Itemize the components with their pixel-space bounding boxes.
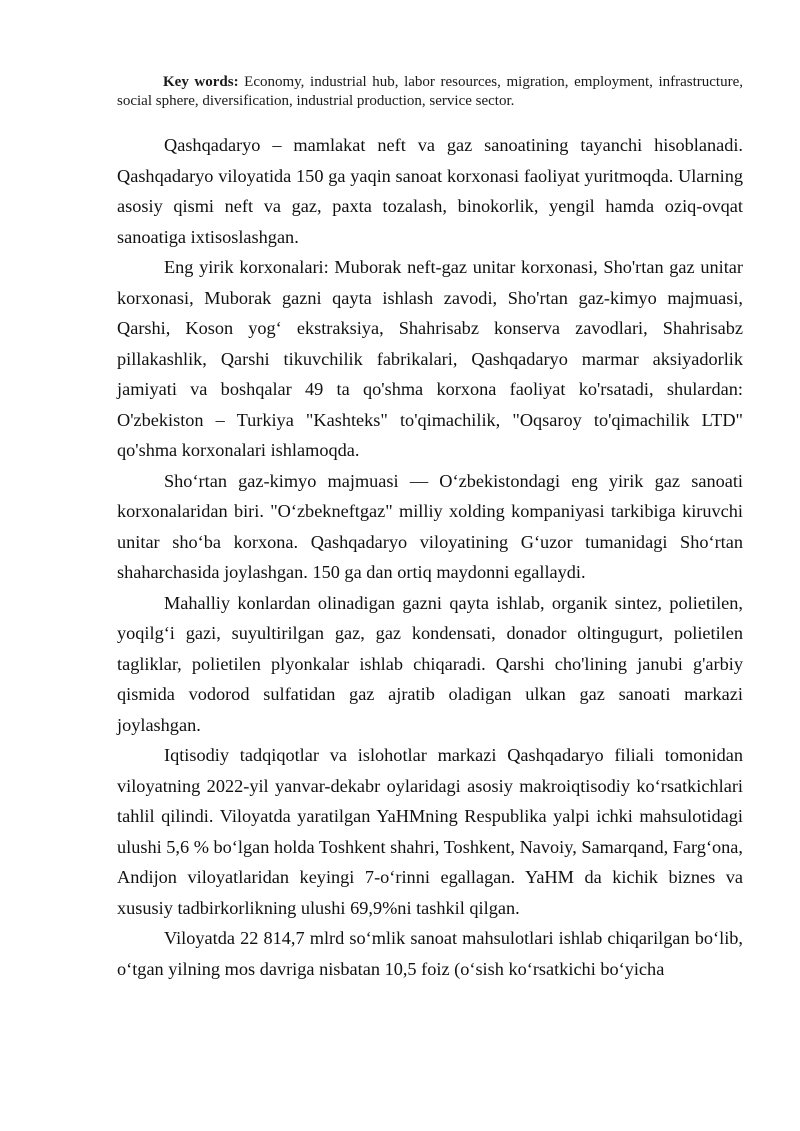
keywords-label: Key words: xyxy=(163,74,239,90)
paragraph-2: Eng yirik korxonalari: Muborak neft-gaz unitar korxonasi, Sho'rtan gaz unitar korxonasi, Muborak gazni qayta ishlash zavodi, Sho'rtan gaz-kimyo majmuasi, Qarshi, Koson yog‘ ekstraksiya, Shahrisabz konserva zavodlari, Shahrisabz pillakashlik, Qarshi tikuvchilik fabrikalari, Qashqadaryo marmar aksiyadorlik jamiyati va boshqalar 49 ta qo'shma korxona faoliyat ko'rsatadi, shulardan: O'zbekiston – Turkiya "Kashteks" to'qimachilik, "Oqsaroy to'qimachilik LTD" qo'shma korxonalari ishlamoqda. xyxy=(117,257,743,460)
paragraph-6: Viloyatda 22 814,7 mlrd so‘mlik sanoat mahsulotlari ishlab chiqarilgan bo‘lib, o‘tgan yilning mos davriga nisbatan 10,5 foiz (o‘sish ko‘rsatkichi bo‘yicha xyxy=(117,928,743,979)
paragraph-3: Sho‘rtan gaz-kimyo majmuasi — O‘zbekistondagi eng yirik gaz sanoati korxonalaridan biri. "O‘zbekneftgaz" milliy xolding kompaniyasi tarkibiga kiruvchi unitar sho‘ba korxona. Qashqadaryo viloyatining G‘uzor tumanidagi Sho‘rtan shaharchasida joylashgan. 150 ga dan ortiq maydonni egallaydi. xyxy=(117,470,743,582)
keywords-text: Economy, industrial hub, labor resources, migration, employment, infrastructure, social sphere, diversification, industrial production, service sector. xyxy=(117,74,744,109)
keywords-block xyxy=(117,73,743,111)
paragraph-5: Iqtisodiy tadqiqotlar va islohotlar markazi Qashqadaryo filiali tomonidan viloyatning 2022-yil yanvar-dekabr oylaridagi asosiy makroiqtisodiy ko‘rsatkichlari tahlil qilindi. Viloyatda yaratilgan YaHMning Respublika yalpi ichki mahsulotidagi ulushi 5,6 % bo‘lgan holda Toshkent shahri, Toshkent, Navoiy, Samarqand, Farg‘ona, Andijon viloyatlaridan keyingi 7-o‘rinni egallagan. YaHM da kichik biznes va xususiy tadbirkorlikning ulushi 69,9%ni tashkil qilgan. xyxy=(117,745,743,918)
body-text xyxy=(117,130,743,984)
paragraph-4: Mahalliy konlardan olinadigan gazni qayta ishlab, organik sintez, polietilen, yoqilg‘i gazi, suyultirilgan gaz, gaz kondensati, donador oltingugurt, polietilen tagliklar, polietilen plyonkalar ishlab chiqaradi. Qarshi cho'lining janubi g'arbiy qismida vodorod sulfatidan gaz ajratib oladigan ulkan gaz sanoati markazi joylashgan. xyxy=(117,592,743,735)
paragraph-1: Qashqadaryo – mamlakat neft va gaz sanoatining tayanchi hisoblanadi. Qashqadaryo viloyatida 150 ga yaqin sanoat korxonasi faoliyat yuritmoqda. Ularning asosiy qismi neft va gaz, paxta tozalash, binokorlik, yengil hamda oziq-ovqat sanoatiga ixtisoslashgan. xyxy=(117,135,743,247)
